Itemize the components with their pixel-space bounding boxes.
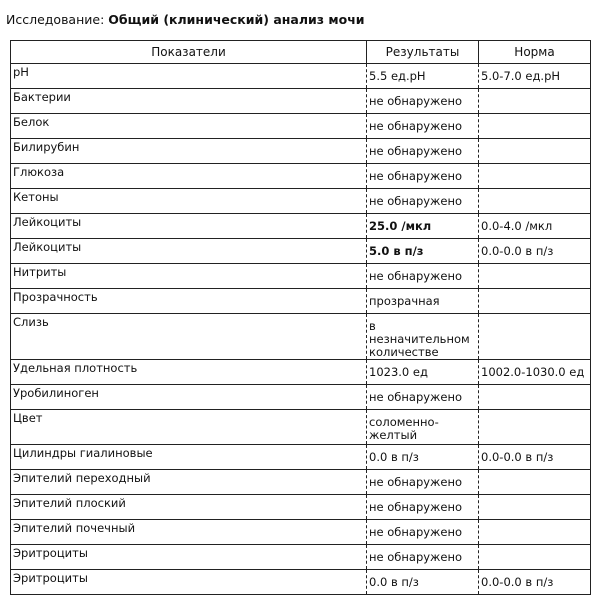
indicator-name: Нитриты: [11, 264, 367, 289]
norm-value: [479, 470, 591, 495]
norm-value: [479, 189, 591, 214]
study-title: Общий (клинический) анализ мочи: [108, 12, 365, 27]
norm-value: [479, 139, 591, 164]
column-header-norm: Норма: [479, 41, 591, 64]
norm-value: 1002.0-1030.0 ед: [479, 360, 591, 385]
table-row: [11, 139, 591, 164]
table-row: [11, 239, 591, 264]
indicator-name: Билирубин: [11, 139, 367, 164]
norm-value: [479, 385, 591, 410]
indicator-name: Цвет: [11, 410, 367, 445]
table-row: [11, 445, 591, 470]
table-row: [11, 189, 591, 214]
norm-value: 5.0-7.0 ед.pH: [479, 64, 591, 89]
column-header-indicators: Показатели: [11, 41, 367, 64]
table-row: [11, 470, 591, 495]
result-value: 5.0 в п/з: [367, 239, 479, 264]
table-row: [11, 495, 591, 520]
result-value: не обнаружено: [367, 114, 479, 139]
norm-value: [479, 89, 591, 114]
result-value: 5.5 ед.pH: [367, 64, 479, 89]
norm-value: [479, 264, 591, 289]
indicator-name: Эпителий переходный: [11, 470, 367, 495]
result-value: прозрачная: [367, 289, 479, 314]
result-value: не обнаружено: [367, 264, 479, 289]
result-value: 25.0 /мкл: [367, 214, 479, 239]
indicator-name: Слизь: [11, 314, 367, 360]
norm-value: [479, 114, 591, 139]
result-value: не обнаружено: [367, 520, 479, 545]
table-row: [11, 214, 591, 239]
table-row: [11, 314, 591, 360]
table-row: [11, 289, 591, 314]
result-value: не обнаружено: [367, 164, 479, 189]
norm-value: [479, 289, 591, 314]
study-heading: [6, 12, 365, 27]
indicator-name: Белок: [11, 114, 367, 139]
indicator-name: pH: [11, 64, 367, 89]
result-value: не обнаружено: [367, 189, 479, 214]
result-value: соломенно-желтый: [367, 410, 479, 445]
result-value: 0.0 в п/з: [367, 445, 479, 470]
table-row: [11, 114, 591, 139]
table-row: [11, 570, 591, 595]
study-label: Исследование:: [6, 12, 105, 27]
indicator-name: Глюкоза: [11, 164, 367, 189]
norm-value: [479, 410, 591, 445]
results-table: [10, 40, 591, 595]
indicator-name: Уробилиноген: [11, 385, 367, 410]
result-value: не обнаружено: [367, 385, 479, 410]
table-row: [11, 164, 591, 189]
indicator-name: Эритроциты: [11, 545, 367, 570]
table-row: [11, 360, 591, 385]
table-row: [11, 385, 591, 410]
indicator-name: Удельная плотность: [11, 360, 367, 385]
norm-value: [479, 545, 591, 570]
result-value: 0.0 в п/з: [367, 570, 479, 595]
indicator-name: Эпителий плоский: [11, 495, 367, 520]
result-value: 1023.0 ед: [367, 360, 479, 385]
table-header-row: [11, 41, 591, 64]
indicator-name: Бактерии: [11, 89, 367, 114]
table-row: [11, 545, 591, 570]
result-value: в незначительном количестве: [367, 314, 479, 360]
table-row: [11, 64, 591, 89]
column-header-results: Результаты: [367, 41, 479, 64]
norm-value: [479, 164, 591, 189]
norm-value: [479, 495, 591, 520]
table-row: [11, 264, 591, 289]
result-value: не обнаружено: [367, 495, 479, 520]
norm-value: 0.0-0.0 в п/з: [479, 239, 591, 264]
result-value: не обнаружено: [367, 470, 479, 495]
indicator-name: Цилиндры гиалиновые: [11, 445, 367, 470]
result-value: не обнаружено: [367, 139, 479, 164]
norm-value: 0.0-0.0 в п/з: [479, 570, 591, 595]
table-row: [11, 410, 591, 445]
indicator-name: Кетоны: [11, 189, 367, 214]
indicator-name: Эпителий почечный: [11, 520, 367, 545]
table-body: [11, 64, 591, 595]
indicator-name: Прозрачность: [11, 289, 367, 314]
indicator-name: Лейкоциты: [11, 239, 367, 264]
result-value: не обнаружено: [367, 545, 479, 570]
norm-value: [479, 520, 591, 545]
result-value: не обнаружено: [367, 89, 479, 114]
table-row: [11, 520, 591, 545]
table-row: [11, 89, 591, 114]
indicator-name: Эритроциты: [11, 570, 367, 595]
indicator-name: Лейкоциты: [11, 214, 367, 239]
norm-value: 0.0-4.0 /мкл: [479, 214, 591, 239]
norm-value: [479, 314, 591, 360]
norm-value: 0.0-0.0 в п/з: [479, 445, 591, 470]
